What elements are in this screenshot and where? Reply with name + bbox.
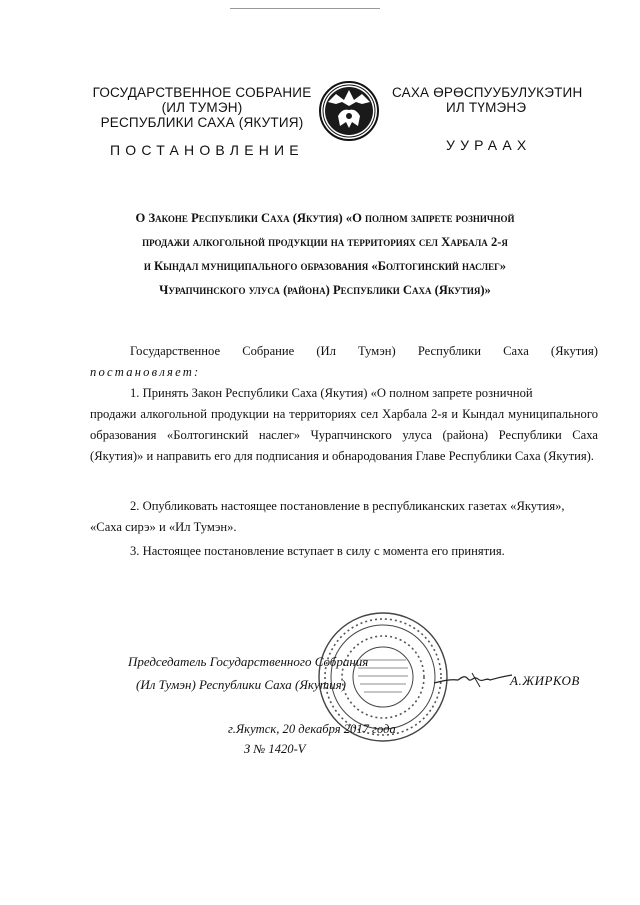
item-3 [90, 541, 598, 562]
top-rule [230, 8, 380, 9]
title-line2: продажи алкогольной продукции на территориях сел Харбала 2-я [142, 235, 508, 249]
header-left-line1: ГОСУДАРСТВЕННОЕ СОБРАНИЕ [92, 85, 312, 100]
header-right [392, 85, 592, 115]
item-3-text: 3. Настоящее постановление вступает в силу с момента его принятия. [130, 544, 505, 558]
item-2-first-line: 2. Опубликовать настоящее постановление в республиканских газетах «Якутия», [130, 499, 565, 513]
header-left [92, 85, 312, 130]
item-1-text: продажи алкогольной продукции на территориях сел Харбала 2-я и Кындал муниципального образования «Болтогинский наслег» Чурапчинского улуса (района) Республики Саха (Якутия)» и направить его для подписания и обнародования Главе Республики Саха (Якутия). [90, 407, 598, 463]
header-left-line2: (ИЛ ТУМЭН) [161, 100, 243, 115]
intro-paragraph [90, 341, 598, 383]
item-2 [90, 496, 598, 538]
item-1-first-line: 1. Принять Закон Республики Саха (Якутия) «О полном запрете розничной [130, 386, 533, 400]
header-left-line3: РЕСПУБЛИКИ САХА (ЯКУТИЯ) [100, 115, 304, 130]
decree-word: постановляет: [90, 365, 201, 379]
title-line3: и Кындал муниципального образования «Болтогинский наслег» [143, 259, 507, 273]
header-right-line1: САХА ӨРӨСПУУБУЛУКЭТИН [392, 85, 583, 100]
item-2-second-line: «Саха сирэ» и «Ил Тумэн». [90, 520, 237, 534]
place-date: г.Якутск, 20 декабря 2017 года [228, 722, 396, 736]
item-1 [90, 383, 598, 467]
document-footer [228, 719, 396, 759]
signatory-title-line1: Председатель Государственного Собрания [128, 654, 369, 669]
doc-type-left: ПОСТАНОВЛЕНИЕ [110, 142, 304, 158]
handwritten-signature [432, 667, 516, 691]
title-line1: О Законе Республики Саха (Якутия) «О полном запрете розничной [135, 211, 515, 225]
intro-text: Государственное Собрание (Ил Тумэн) Республики Саха (Якутия) [130, 344, 598, 358]
document-title [110, 206, 540, 302]
coat-of-arms-emblem [318, 80, 380, 142]
document-number: З № 1420-V [244, 742, 306, 756]
title-line4: Чурапчинского улуса (района) Республики Саха (Якутия)» [159, 283, 491, 297]
signatory-title-line2: (Ил Тумэн) Республики Саха (Якутия) [136, 677, 346, 692]
doc-type-right: УУРААХ [446, 137, 532, 153]
signature-block [128, 650, 368, 696]
header-right-line2: ИЛ ТҮМЭНЭ [446, 100, 527, 115]
signatory-name: А.ЖИРКОВ [510, 673, 580, 688]
